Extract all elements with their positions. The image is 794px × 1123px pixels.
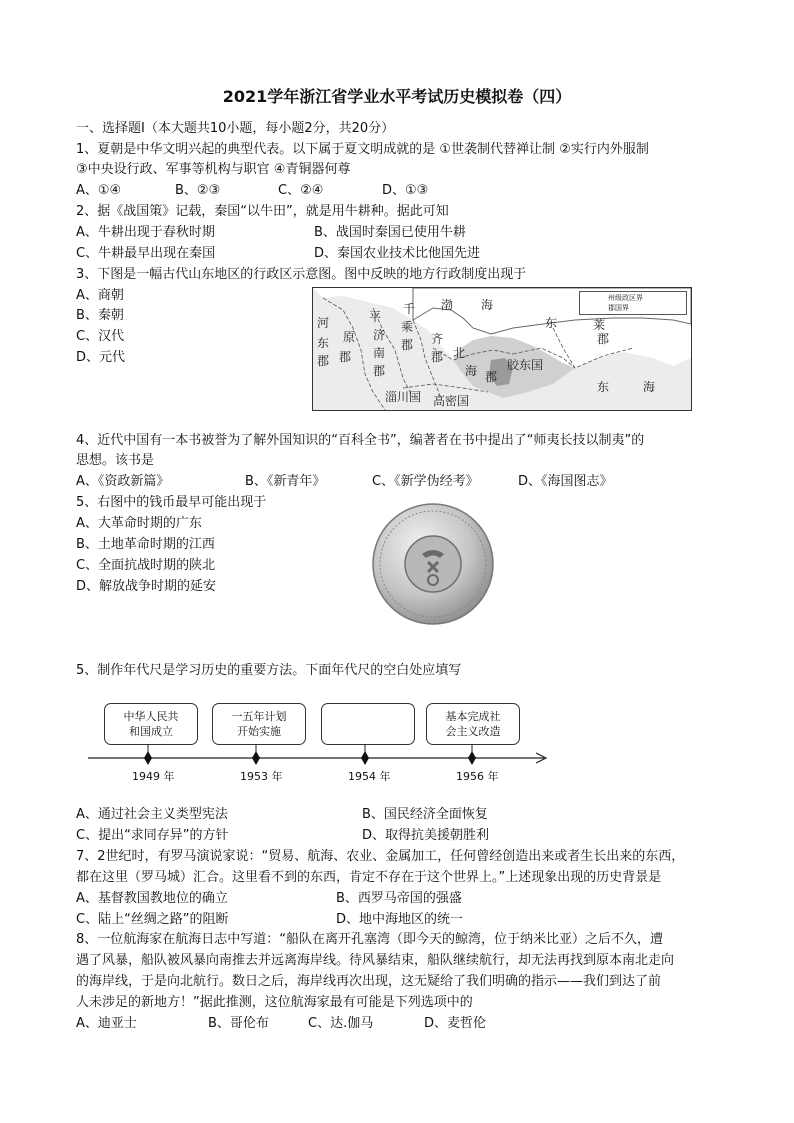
map-label: 郡 — [485, 370, 498, 384]
timeline-label-line: 开始实施 — [237, 725, 281, 738]
coin-center — [405, 536, 461, 592]
page-title: 2021学年浙江省学业水平考试历史模拟卷（四） — [222, 87, 572, 106]
map-label: 郡 — [339, 350, 352, 364]
map-label: 海 — [465, 364, 478, 378]
q5a-stem: 5、右图中的钱币最早可能出现于 — [76, 495, 267, 510]
q8-option-b[interactable]: B、哥伦布 — [208, 1016, 269, 1031]
q4-stem-line2: 思想。该书是 — [76, 453, 155, 468]
q7-option-c[interactable]: C、陆上“丝绸之路”的阻断 — [76, 912, 229, 927]
q5a-option-a[interactable]: A、大革命时期的广东 — [76, 516, 202, 531]
map-label: 莱 — [593, 318, 606, 332]
section-heading: 一、选择题I（本大题共10小题，每小题2分，共20分） — [76, 121, 395, 136]
legend-state-boundary: 州级政区界 — [608, 294, 643, 302]
q4-stem-line1: 4、近代中国有一本书被誉为了解外国知识的“百科全书”，编著者在书中提出了“师夷长技以制夷”的 — [76, 433, 645, 448]
map-label: 东 — [545, 316, 558, 330]
timeline-label-line: 一五年计划 — [231, 710, 287, 723]
coin-drawing — [372, 502, 494, 626]
q5a-option-b[interactable]: B、土地革命时期的江西 — [76, 537, 215, 552]
map-label: 济 — [373, 328, 386, 342]
timeline-axis — [88, 744, 552, 770]
q1-stem-line2: ③中央设行政、军事等机构与职官 ④青铜器何尊 — [76, 162, 351, 177]
q2-option-d[interactable]: D、秦国农业技术比他国先进 — [314, 246, 481, 261]
timeline-box-1953 — [212, 703, 306, 745]
map-label: 渤 — [441, 298, 454, 312]
q7-stem-line2: 都在这里（罗马城）汇合。这里看不到的东西，肯定不存在于这个世界上。”上述现象出现的历史背景是 — [76, 870, 662, 885]
map-label: 胶东国 — [507, 358, 544, 372]
map-label: 齐 — [431, 332, 444, 346]
q4-option-c[interactable]: C、《新学伪经考》 — [372, 474, 479, 489]
map-label: 海 — [643, 380, 656, 394]
map-label: 东 — [597, 380, 610, 394]
map-label: 郡 — [431, 350, 444, 364]
q7-option-a[interactable]: A、基督教国教地位的确立 — [76, 891, 228, 906]
timeline-box-1956 — [426, 703, 520, 745]
q3-option-c[interactable]: C、汉代 — [76, 329, 125, 344]
q2-stem: 2、据《战国策》记载，秦国“以牛田”，就是用牛耕种。据此可知 — [76, 204, 449, 219]
q2-option-a[interactable]: A、牛耕出现于春秋时期 — [76, 225, 215, 240]
map-label: 乘 — [401, 320, 414, 334]
timeline-label-line: 中华人民共 — [123, 710, 179, 723]
q5b-option-b[interactable]: B、国民经济全面恢复 — [362, 807, 488, 822]
q2-option-b[interactable]: B、战国时秦国已使用牛耕 — [314, 225, 466, 240]
q3-stem: 3、下图是一幅古代山东地区的行政区示意图。图中反映的地方行政制度出现于 — [76, 267, 527, 282]
map-label: 原 — [343, 330, 356, 344]
q4-option-a[interactable]: A、《资政新篇》 — [76, 474, 170, 489]
q5b-stem: 5、制作年代尺是学习历史的重要方法。下面年代尺的空白处应填写 — [76, 663, 462, 678]
timeline-year-1949: 1949 年 — [132, 770, 175, 783]
timeline-year-1956: 1956 年 — [456, 770, 499, 783]
map-label: 郡 — [401, 338, 414, 352]
diamond-marker-icon — [252, 751, 260, 765]
timeline-label-line: 基本完成社 — [445, 710, 501, 723]
timeline-year-1953: 1953 年 — [240, 770, 283, 783]
q3-option-a[interactable]: A、商朝 — [76, 288, 124, 303]
map-label: 海 — [481, 298, 494, 312]
diamond-marker-icon — [144, 751, 152, 765]
map-label: 淄川国 — [385, 390, 422, 404]
map-label: 南 — [373, 346, 386, 360]
q8-option-a[interactable]: A、迪亚士 — [76, 1016, 137, 1031]
map-label: 平 — [369, 310, 382, 324]
map-label: 郡 — [317, 354, 330, 368]
q1-option-a[interactable]: A、①④ — [76, 183, 122, 198]
map-label: 郡 — [597, 332, 610, 346]
map-label: 高密国 — [433, 394, 470, 408]
q5b-option-a[interactable]: A、通过社会主义类型宪法 — [76, 807, 228, 822]
q5b-option-d[interactable]: D、取得抗美援朝胜利 — [362, 828, 490, 843]
coin-image — [372, 502, 494, 626]
q1-stem-line1: 1、夏朝是中华文明兴起的典型代表。以下属于夏文明成就的是 ①世袭制代替禅让制 ②实行内外服制 — [76, 142, 649, 157]
q5a-option-c[interactable]: C、全面抗战时期的陕北 — [76, 558, 216, 573]
q7-option-b[interactable]: B、西罗马帝国的强盛 — [336, 891, 462, 906]
timeline-box-1954-blank[interactable] — [321, 703, 415, 745]
timeline-year-1954: 1954 年 — [348, 770, 391, 783]
timeline-label-line: 和国成立 — [129, 725, 173, 738]
q5a-option-d[interactable]: D、解放战争时期的延安 — [76, 579, 217, 594]
map-label: 东 — [317, 336, 330, 350]
q8-stem-line4: 人未涉足的新地方！”据此推测，这位航海家最有可能是下列选项中的 — [76, 995, 473, 1010]
q8-option-d[interactable]: D、麦哲伦 — [424, 1016, 487, 1031]
timeline-label-line: 会主义改造 — [445, 725, 501, 738]
q1-option-d[interactable]: D、①③ — [382, 183, 429, 198]
timeline-box-1949 — [104, 703, 198, 745]
q8-stem-line3: 的海岸线，于是向北航行。数日之后，海岸线再次出现，这无疑给了我们明确的指示——我们到达了前 — [76, 974, 662, 989]
map-label: 郡 — [373, 364, 386, 378]
q8-stem-line2: 遇了风暴，船队被风暴向南推去并远离海岸线。待风暴结束，船队继续航行，却无法再找到原本南北走向 — [76, 953, 675, 968]
legend-commandery-boundary: 郡国界 — [608, 304, 629, 312]
q4-option-b[interactable]: B、《新青年》 — [245, 474, 326, 489]
q7-option-d[interactable]: D、地中海地区的统一 — [336, 912, 464, 927]
q1-option-b[interactable]: B、②③ — [175, 183, 221, 198]
shandong-admin-map — [312, 287, 692, 411]
diamond-marker-icon — [361, 751, 369, 765]
q1-option-c[interactable]: C、②④ — [278, 183, 324, 198]
q2-option-c[interactable]: C、牛耕最早出现在秦国 — [76, 246, 216, 261]
map-label: 北 — [453, 346, 466, 360]
q7-stem-line1: 7、2世纪时，有罗马演说家说：“贸易、航海、农业、金属加工，任何曾经创造出来或者生长出来的东西， — [76, 849, 685, 864]
q8-stem-line1: 8、一位航海家在航海日志中写道：“船队在离开孔塞湾（即今天的鲸湾，位于纳米比亚）之后不久，遭 — [76, 932, 664, 947]
q3-option-b[interactable]: B、秦朝 — [76, 308, 124, 323]
map-label: 千 — [403, 302, 416, 316]
q8-option-c[interactable]: C、达.伽马 — [308, 1016, 374, 1031]
q5b-option-c[interactable]: C、提出“求同存异”的方针 — [76, 828, 229, 843]
map-label: 河 — [317, 316, 330, 330]
q4-option-d[interactable]: D、《海国图志》 — [518, 474, 613, 489]
q3-option-d[interactable]: D、元代 — [76, 350, 126, 365]
map-legend — [579, 291, 687, 315]
diamond-marker-icon — [468, 751, 476, 765]
